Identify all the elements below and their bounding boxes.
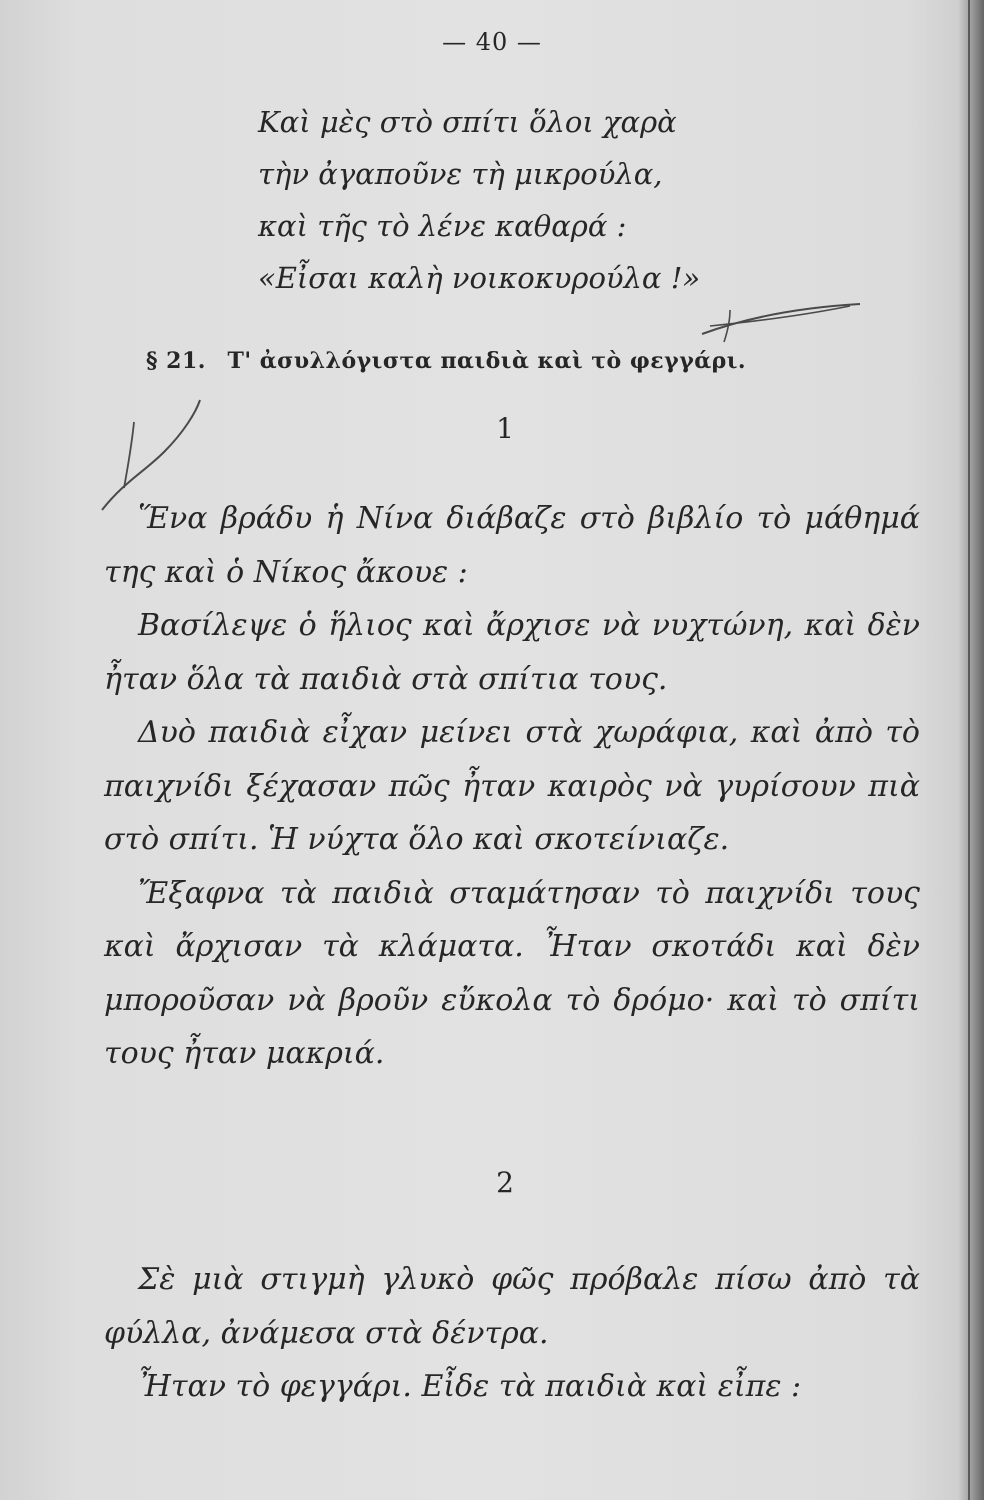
paragraph: Δυὸ παιδιὰ εἶχαν μείνει στὰ χωράφια, καὶ ἀπὸ τὸ παιχνίδι ξέχασαν πῶς ἦταν καιρὸς νὰ γυρίσουν πιὰ στὸ σπίτι. Ἡ νύχτα ὅλο καὶ σκοτείνιαζε. xyxy=(104,715,920,857)
page-number: — 40 — xyxy=(442,28,542,56)
part-two-text xyxy=(104,1253,920,1414)
paragraph: Ἔξαφνα τὰ παιδιὰ σταμάτησαν τὸ παιχνίδι τους καὶ ἄρχισαν τὰ κλάματα. Ἦταν σκοτάδι καὶ δὲν μποροῦσαν νὰ βροῦν εὔκολα τὸ δρόμο· καὶ τὸ σπίτι τους ἦταν μακριά. xyxy=(104,875,920,1071)
poem-stanza xyxy=(258,96,700,304)
paragraph: Σὲ μιὰ στιγμὴ γλυκὸ φῶς πρόβαλε πίσω ἀπὸ τὰ φύλλα, ἀνάμεσα στὰ δέντρα. xyxy=(104,1262,920,1351)
paragraph: Ἕνα βράδυ ἡ Νίνα διάβαζε στὸ βιβλίο τὸ μάθημά της καὶ ὁ Νίκος ἄκουε : xyxy=(104,501,920,590)
part-number: 2 xyxy=(496,1166,514,1199)
section-heading xyxy=(146,348,746,374)
poem-line: καὶ τῆς τὸ λένε καθαρά : xyxy=(258,209,627,243)
page-spine-shadow xyxy=(958,0,984,1500)
part-number: 1 xyxy=(496,412,514,445)
section-title: Τ' ἀσυλλόγιστα παιδιὰ καὶ τὸ φεγγάρι. xyxy=(227,348,747,374)
paragraph: Βασίλεψε ὁ ἥλιος καὶ ἄρχισε νὰ νυχτώνη, καὶ δὲν ἦταν ὅλα τὰ παιδιὰ στὰ σπίτια τους. xyxy=(104,608,920,697)
poem-line: Καὶ μὲς στὸ σπίτι ὅλοι χαρὰ xyxy=(258,105,677,139)
part-one-text xyxy=(104,492,920,1081)
section-number: § 21. xyxy=(146,348,206,374)
poem-line: «Εἶσαι καλὴ νοικοκυρούλα !» xyxy=(258,261,701,295)
paragraph: Ἦταν τὸ φεγγάρι. Εἶδε τὰ παιδιὰ καὶ εἶπε : xyxy=(138,1369,802,1404)
page-spine-line xyxy=(968,0,970,1500)
poem-line: τὴν ἀγαποῦνε τὴ μικρούλα, xyxy=(258,157,663,191)
